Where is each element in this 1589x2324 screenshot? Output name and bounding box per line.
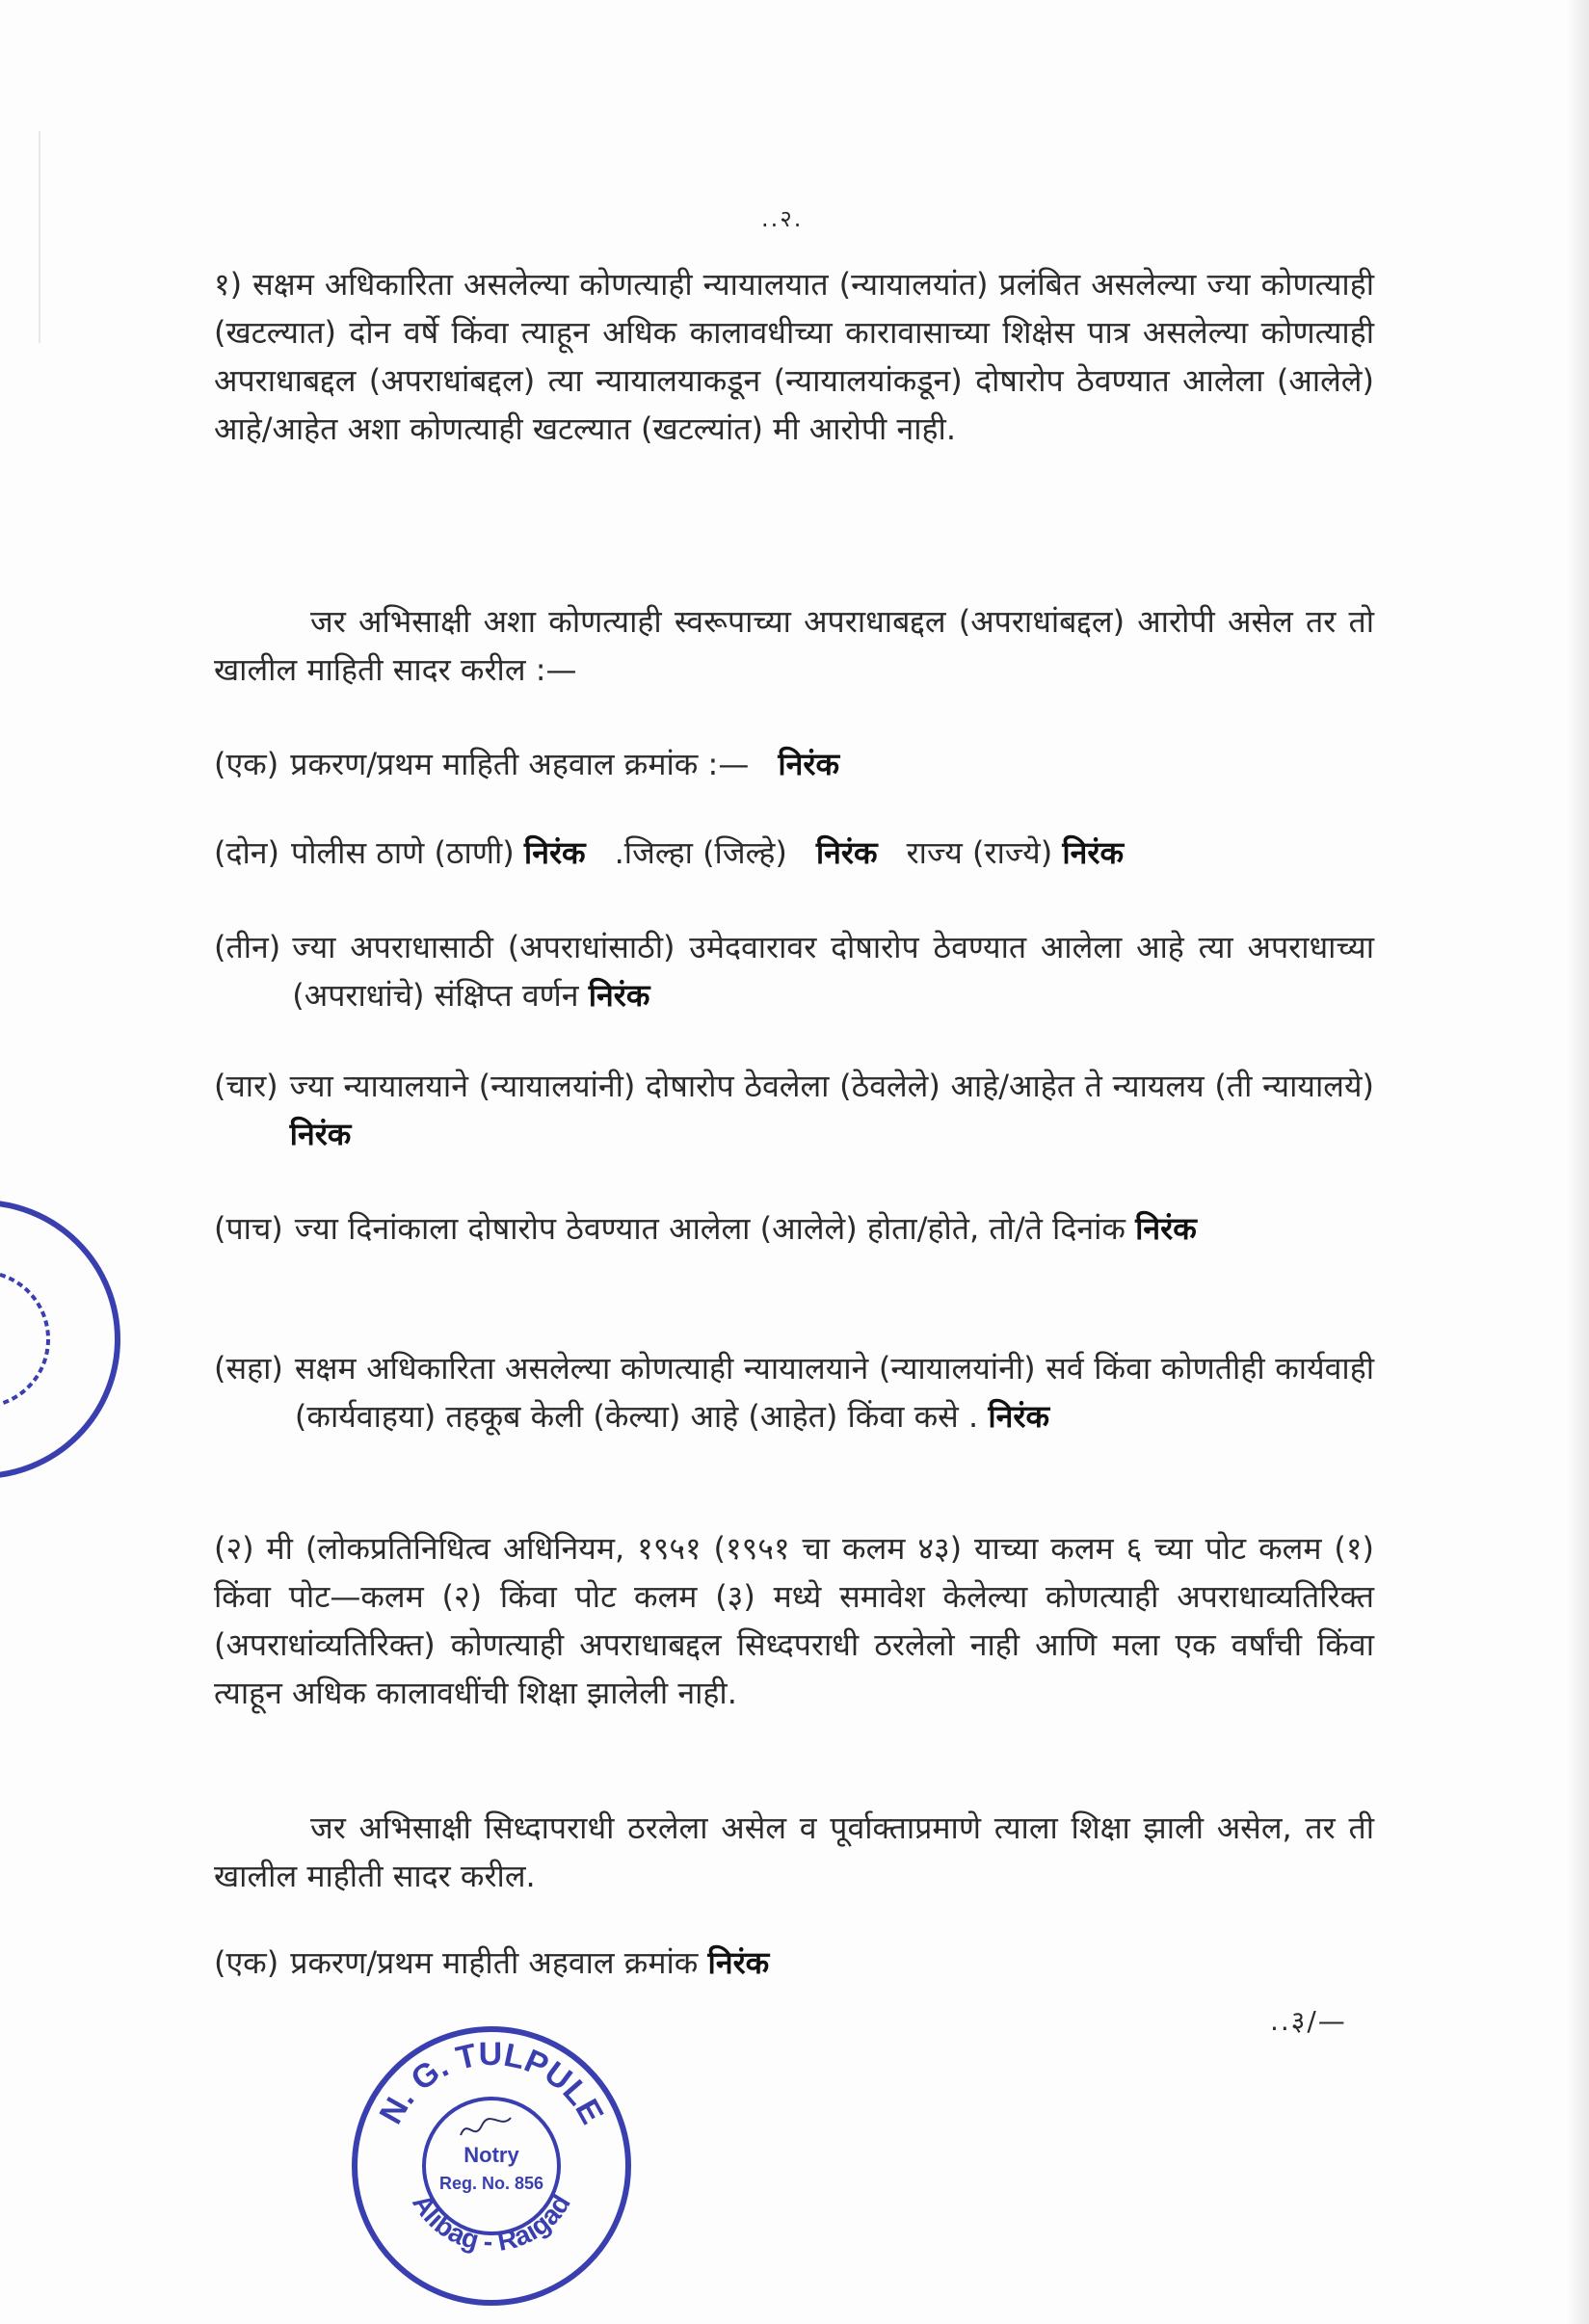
nil-value: निरंक xyxy=(988,1398,1050,1435)
paragraph-1: १) सक्षम अधिकारिता असलेल्या कोणत्याही न्यायालयात (न्यायालयांत) प्रलंबित असलेल्या ज्या कोणत्याही (खटल्यात) दोन वर्षे किंवा त्याहून अधिक कालावधीच्या कारावासाच्या शिक्षेस पात्र असलेल्या कोणत्याही अपराधाबद्दल (अपराधांबद्दल) त्या न्यायालयाकडून (न्यायालयांकडून) दोषारोप ठेवण्यात आलेला (आलेले) आहे/आहेत अशा कोणत्याही खटल्यात (खटल्यांत) मी आरोपी नाही. xyxy=(214,266,1374,447)
continuation-marker: ..३/— xyxy=(1270,2005,1347,2037)
item-label: (तीन) xyxy=(214,929,281,965)
item-text: ज्या दिनांकाला दोषारोप ठेवण्यात आलेला (आलेले) होता/होते, तो/ते दिनांक निरंक xyxy=(294,1210,1197,1247)
nil-value: निरंक xyxy=(1062,834,1125,871)
item-label: (दोन) xyxy=(214,834,280,871)
paragraph-accused-intro: जर अभिसाक्षी अशा कोणत्याही स्वरूपाच्या अपराधाबद्दल (अपराधांबद्दल) आरोपी असेल तर तो खालील माहिती सादर करील :— xyxy=(214,603,1374,688)
item-text: प्रकरण/प्रथम माहिती अहवाल क्रमांक :— निरंक xyxy=(290,746,840,782)
paragraph-convicted-intro: जर अभिसाक्षी सिध्दापराधी ठरलेला असेल व पूर्वाक्ताप्रमाणे त्याला शिक्षा झाली असेल, तर ती खालील माहीती सादर करील. xyxy=(214,1809,1374,1894)
list-item-pach xyxy=(214,1204,1374,1253)
item-label: (सहा) xyxy=(214,1350,283,1386)
list-item-teen xyxy=(214,923,1374,1019)
nil-value: निरंक xyxy=(1135,1210,1197,1247)
stamp-reg: Reg. No. 856 xyxy=(438,2174,544,2193)
nil-value: निरंक xyxy=(523,834,586,871)
item-text: ज्या अपराधासाठी (अपराधांसाठी) उमेदवारावर दोषारोप ठेवण्यात आलेला आहे त्या अपराधाच्या (अपराधांचे) संक्षिप्त वर्णन निरंक xyxy=(292,929,1374,1014)
nil-value: निरंक xyxy=(289,1116,352,1152)
notary-stamp xyxy=(347,2021,636,2311)
stamp-name: N. G. TULPULE xyxy=(372,2035,611,2130)
paragraph-2: (२) मी (लोकप्रतिनिधित्व अधिनियम, १९५१ (१९५१ चा कलम ४३) याच्या कलम ६ च्या पोट कलम (१) किंवा पोट—कलम (२) किंवा पोट कलम (३) मध्ये समावेश केलेल्या कोणत्याही अपराधाव्यतिरिक्त (अपराधांव्यतिरिक्त) कोणत्याही अपराधाबद्दल सिध्दपराधी ठरलेलो नाही आणि मला एक वर्षांची किंवा त्याहून अधिक कालावधींची शिक्षा झालेली नाही. xyxy=(214,1530,1374,1711)
stamp-role: Notry xyxy=(463,2143,519,2167)
page-edge-shadow xyxy=(1564,0,1589,2324)
stamp-inner-ring xyxy=(0,1272,48,1407)
nil-value: निरंक xyxy=(707,1944,770,1981)
list-item-ek xyxy=(214,740,1374,788)
nil-value: निरंक xyxy=(588,977,650,1014)
item-label: (एक) xyxy=(214,746,279,782)
item-text: पोलीस ठाणे (ठाणी) निरंक .जिल्हा (जिल्हे) निरंक राज्य (राज्ये) निरंक xyxy=(291,834,1125,871)
nil-value: निरंक xyxy=(815,834,878,871)
list-item-don xyxy=(214,829,1374,877)
stamp-place: Alibag - Raigad xyxy=(407,2188,576,2258)
list-item-char xyxy=(214,1062,1374,1158)
stamp-outer-ring xyxy=(0,1202,118,1476)
item-label: (पाच) xyxy=(214,1210,283,1247)
item-text: प्रकरण/प्रथम माहीती अहवाल क्रमांक निरंक xyxy=(290,1944,770,1981)
item-text: ज्या न्यायालयाने (न्यायालयांनी) दोषारोप ठेवलेला (ठेवलेले) आहे/आहेत ते न्यायलय (ती न्यायालये) निरंक xyxy=(289,1068,1374,1152)
page-fold-mark xyxy=(0,130,40,370)
list-item-ek-2 xyxy=(214,1939,1374,1987)
list-item-saha xyxy=(214,1344,1374,1440)
notary-stamp-partial xyxy=(0,1195,125,1484)
item-label: (एक) xyxy=(214,1944,279,1981)
item-label: (चार) xyxy=(214,1068,278,1104)
signature-mark xyxy=(461,2118,511,2135)
item-text: सक्षम अधिकारिता असलेल्या कोणत्याही न्यायालयाने (न्यायालयांनी) सर्व किंवा कोणतीही कार्यवाही (कार्यवाहया) तहकूब केली (केल्या) आहे (आहेत) किंवा कसे . निरंक xyxy=(294,1350,1374,1435)
page-number: ..२. xyxy=(761,205,804,232)
nil-value: निरंक xyxy=(778,746,840,782)
